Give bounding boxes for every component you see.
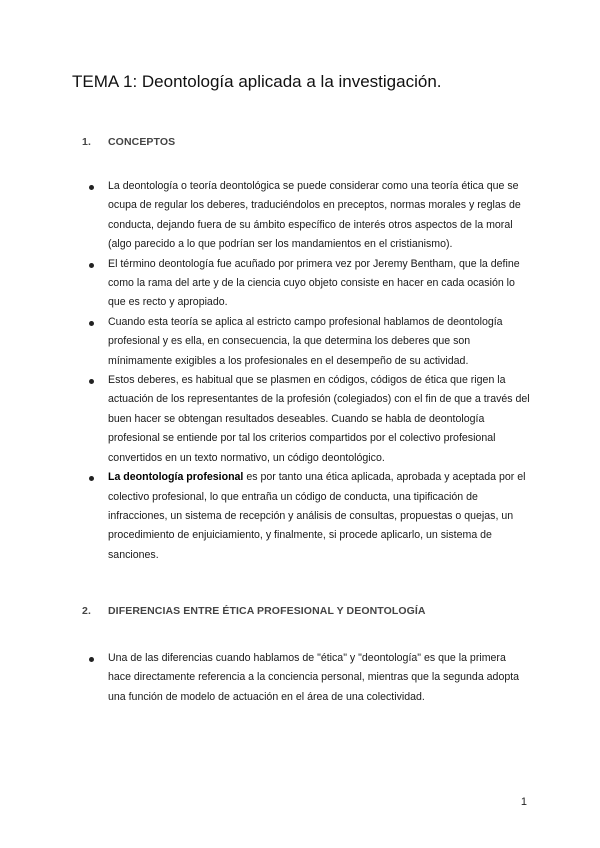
differences-bullet-list: [90, 649, 530, 707]
list-item-text: es por tanto una ética aplicada, aprobada y aceptada por el colectivo profesional, lo que entraña un código de conducta, una tipificación de infracciones, un sistema de recepción y análisis de consultas, propuestas o quejas, un procedimiento de enjuiciamiento, y finalmente, si procede aplicarlo, un sistema de sanciones.: [108, 471, 526, 561]
section-number: 2.: [82, 605, 91, 617]
section-title: CONCEPTOS: [108, 136, 176, 148]
list-item: [90, 468, 530, 565]
list-item-text: Una de las diferencias cuando hablamos de "ética" y "deontología" es que la primera hace directamente referencia a la conciencia personal, mientras que la segunda adopta una función de modelo de actuación en el área de una colectividad.: [108, 652, 520, 703]
page-number: 1: [520, 796, 527, 808]
bullet-icon: [89, 185, 94, 190]
bullet-icon: [89, 321, 94, 326]
list-item: [90, 313, 530, 371]
list-item: [90, 371, 530, 468]
list-item: [90, 177, 530, 255]
bullet-icon: [89, 476, 94, 481]
bullet-icon: [89, 263, 94, 268]
concepts-bullet-list: [90, 177, 530, 565]
list-item-text: Estos deberes, es habitual que se plasmen en códigos, códigos de ética que rigen la actuación de los representantes de la profesión (colegiados) con el fin de que a través del buen hacer se obtengan resultados deseables. Cuando se habla de deontología profesional se entiende por tal los criterios compartidos por el colectivo profesional convertidos en un texto normativo, un código deontológico.: [108, 374, 530, 464]
bullet-icon: [89, 657, 94, 662]
section-heading-diferencias: [82, 605, 426, 617]
list-item: [90, 649, 530, 707]
list-item: [90, 255, 530, 313]
section-number: 1.: [82, 136, 91, 148]
section-title: DIFERENCIAS ENTRE ÉTICA PROFESIONAL Y DEONTOLOGÍA: [108, 605, 426, 617]
list-item-text: El término deontología fue acuñado por primera vez por Jeremy Bentham, que la define como la rama del arte y de la ciencia cuyo objeto consiste en hacer en cada ocasión lo que es recto y apropiado.: [108, 257, 520, 309]
list-item-text: Cuando esta teoría se aplica al estricto campo profesional hablamos de deontología profesional y es ella, en consecuencia, la que determina los deberes que son mínimamente exigibles a los profesionales en el desempeño de su actividad.: [108, 315, 503, 367]
section-heading-conceptos: [82, 136, 175, 148]
bullet-icon: [89, 379, 94, 384]
list-item-text: La deontología o teoría deontológica se puede considerar como una teoría ética que se ocupa de regular los deberes, traduciéndolos en preceptos, normas morales y reglas de conducta, dejando fuera de su ámbito específico de interés otros aspectos de la moral (algo parecido a lo que podrían ser los mandamientos en el cristianismo).: [108, 180, 521, 251]
bold-term: La deontología profesional: [108, 471, 244, 484]
document-title: TEMA 1: Deontología aplicada a la investigación.: [72, 72, 442, 91]
